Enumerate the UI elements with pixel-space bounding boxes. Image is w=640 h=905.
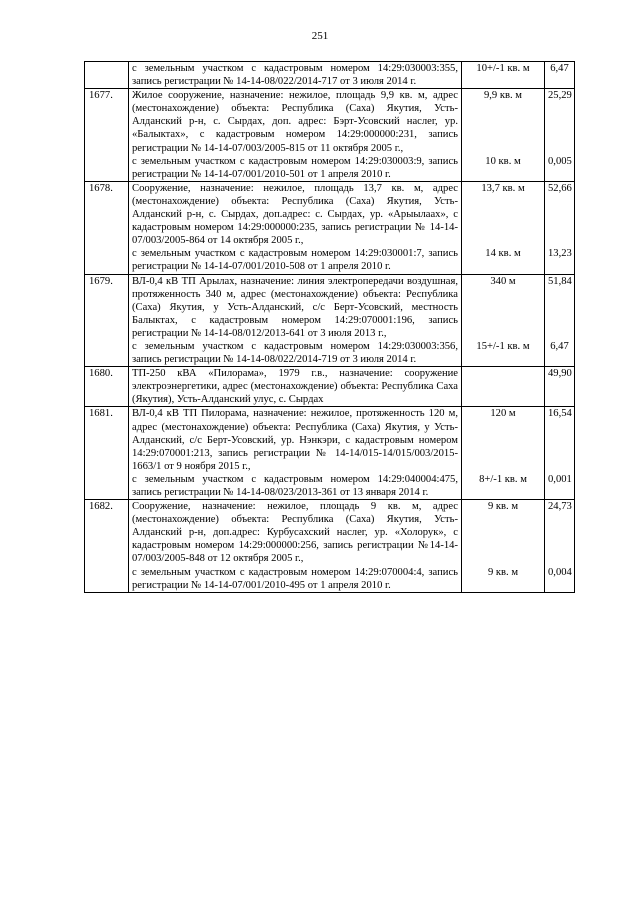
item-description-cell [129,274,462,367]
item-value: 13,23 [548,248,572,260]
item-description-cell [129,407,462,500]
registry-body [85,62,575,593]
item-value-cell [545,274,575,367]
item-size-cell [462,274,545,367]
item-value-cell [545,367,575,407]
item-size: 8+/-1 кв. м [479,473,527,485]
table-row [85,62,575,89]
item-description: с земельным участком с кадастровым номером 14:29:030001:7, запись регистрации № 14-14-07/001/2010-508 от 1 апреля 2010 г. [132,248,458,273]
item-value: 25,29 [548,90,572,102]
item-description-cell [129,89,462,182]
item-description-cell [129,500,462,593]
item-description: с земельным участком с кадастровым номером 14:29:030003:355, запись регистрации № 14-14-08/022/2014-717 от 3 июля 2014 г. [132,63,458,88]
item-value: 0,004 [548,566,572,578]
item-size: 9 кв. м [487,501,519,513]
item-description: Сооружение, назначение: нежилое, площадь 13,7 кв. м, адрес (местонахождение) объекта: Республика (Саха) Якутия, Усть-Алданский р-н, с. Сырдах, доп.адрес: с. Сырдах, ур. «Арыылаах», с кадастровым номером 14:29:000000:235, запись регистрации № 14-14-07/003/2005-864 от 14 октября 2005 г., [132,182,458,247]
item-size: 120 м [490,408,516,420]
item-size: 13,7 кв. м [481,182,525,194]
item-description: с земельным участком с кадастровым номером 14:29:030003:9, запись регистрации № 14-14-07/001/2010-501 от 1 апреля 2010 г. [132,155,458,180]
item-description-cell [129,367,462,407]
item-value: 49,90 [548,368,572,380]
page-number: 251 [311,30,329,42]
table-row [85,500,575,593]
item-size: 15+/-1 кв. м [476,340,530,352]
item-value: 51,84 [548,275,572,287]
table-row [85,89,575,182]
item-size-cell [462,89,545,182]
item-value-cell [545,500,575,593]
item-description: с земельным участком с кадастровым номером 14:29:030003:356, запись регистрации № 14-14-08/022/2014-719 от 3 июля 2014 г. [132,340,458,366]
item-value-cell [545,89,575,182]
item-size: 14 кв. м [485,248,521,260]
item-size-cell [462,181,545,274]
item-number: 1680. [85,367,129,407]
item-description: Сооружение, назначение: нежилое, площадь 9 кв. м, адрес (местонахождение) объекта: Республика (Саха) Якутия, Усть-Алданский р-н, доп.адрес: Курбусахский наслег, ур. «Холорук», с кадастровым номером 14:29:000000:256, запись регистрации №14-14-07/003/2005-848 от 12 октября 2005 г., [132,501,458,565]
item-description-cell [129,181,462,274]
item-size-cell [462,62,545,89]
item-description: с земельным участком с кадастровым номером 14:29:040004:475, запись регистрации № 14-14-08/023/2013-361 от 13 января 2014 г. [132,473,458,498]
item-value: 24,73 [548,501,572,513]
item-value: 52,66 [548,182,572,194]
item-description-cell [129,62,462,89]
item-description: с земельным участком с кадастровым номером 14:29:070004:4, запись регистрации № 14-14-07/001/2010-495 от 1 апреля 2010 г. [132,566,458,591]
item-value: 6,47 [550,63,569,74]
item-description: ВЛ-0,4 кВ ТП Арылах, назначение: линия электропередачи воздушная, протяженность 340 м, адрес (местонахождение) объекта: Республика (Саха) Якутия, у Усть-Алданский, с/с Берт-Усовский, местность Балыктах, с кадастровым номером 14:29:070001:196, запись регистрации № 14-14-08/012/2013-641 от 3 июля 2013 г., [132,275,458,339]
item-number: 1682. [85,500,129,593]
item-size: 10 кв. м [485,155,521,167]
table-row [85,407,575,500]
item-number: 1678. [85,181,129,274]
item-number [85,62,129,89]
item-value-cell [545,407,575,500]
registry-table [84,61,575,593]
item-number: 1677. [85,89,129,182]
item-size-cell [462,500,545,593]
table-row [85,274,575,367]
table-row [85,181,575,274]
item-description: Жилое сооружение, назначение: нежилое, площадь 9,9 кв. м, адрес (местонахождение) объекта: Республика (Саха) Якутия, Усть-Алданский р-н, с. Сырдах, доп. адрес: Бэрт-Усовский наслег, ур. «Балыктах», с кадастровым номером 14:29:000000:231, запись регистрации № 14-14-07/003/2005-815 от 11 октября 2005 г., [132,90,458,154]
item-description: ВЛ-0,4 кВ ТП Пилорама, назначение: нежилое, протяженность 120 м, адрес (местонахождение) объекта: Республика (Саха) Якутия, у Усть-Алданский, с/с Берт-Усовский, ур. Нэнкэри, с кадастровым номером 14:29:070001:213, запись регистрации № 14-14/015-14/015/003/2015-1663/1 от 9 ноября 2015 г., [132,408,458,472]
item-number: 1679. [85,274,129,367]
item-number: 1681. [85,407,129,500]
item-size-cell [462,367,545,407]
item-value-cell [545,181,575,274]
item-value: 0,001 [548,473,572,485]
item-value: 16,54 [548,408,572,420]
item-value: 0,005 [548,155,572,167]
table-row [85,367,575,407]
item-size: 9,9 кв. м [483,90,523,102]
item-value-cell [545,62,575,89]
item-value: 6,47 [550,340,569,352]
item-size: 340 м [490,275,516,287]
item-description: ТП-250 кВА «Пилорама», 1979 г.в., назначение: сооружение электроэнергетики, адрес (местонахождение) объекта: Республика Саха (Якутия), Усть-Алданский улус, с. Сырдах [132,368,458,406]
item-size-cell [462,407,545,500]
item-size: 10+/-1 кв. м [476,63,530,74]
item-size: 9 кв. м [487,566,519,578]
